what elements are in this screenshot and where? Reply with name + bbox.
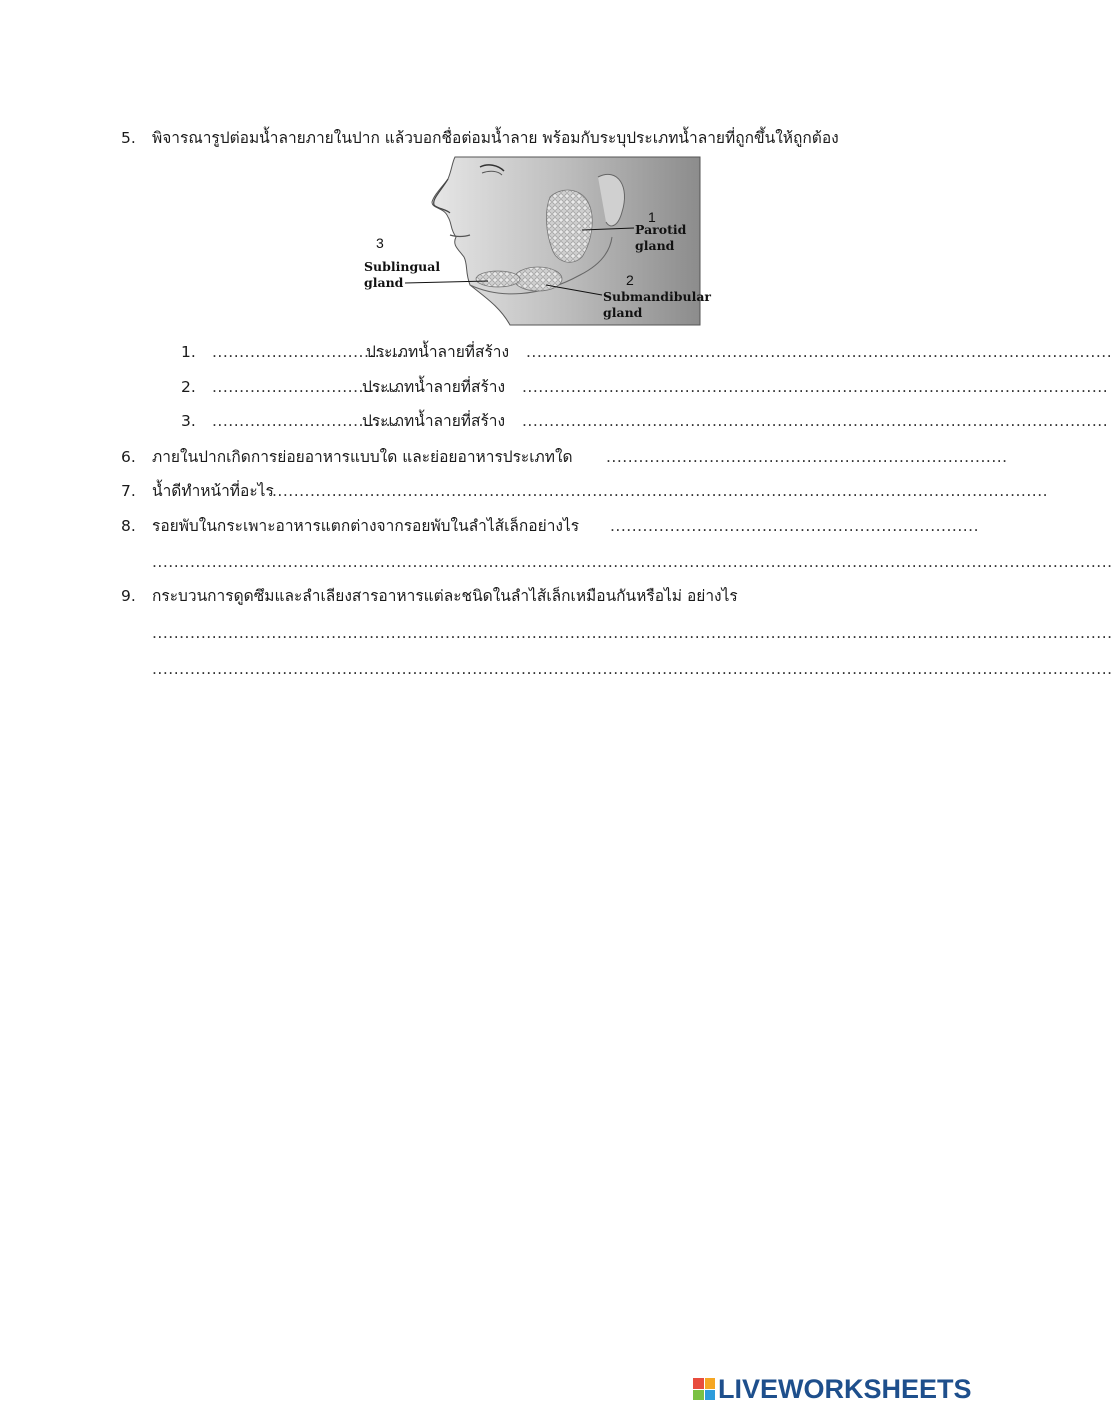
logo-grid-icon — [693, 1378, 715, 1400]
sublingual-label-line2: gland — [364, 275, 404, 290]
item-label: ประเภทน้ำลายที่สร้าง — [362, 378, 506, 396]
logo-text: LIVEWORKSHEETS — [718, 1373, 972, 1404]
parotid-label-line2: gland — [635, 238, 675, 253]
question-number: 8. — [121, 517, 136, 535]
answer-blank-line2[interactable]: ................................................................................................................................................................................. — [152, 660, 1113, 678]
saliva-type-blank[interactable]: ............................................................................................................ — [522, 412, 1109, 430]
submandibular-label-line2: gland — [603, 305, 643, 320]
answer-blank[interactable]: ............................................................................................................................................... — [272, 482, 1049, 500]
question-text: ภายในปากเกิดการย่อยอาหารแบบใด และย่อยอาหารประเภทใด — [152, 448, 573, 466]
salivary-gland-figure — [360, 157, 712, 325]
liveworksheets-logo — [693, 1373, 972, 1405]
answer-blank[interactable]: .................................................................... — [610, 517, 980, 535]
item-label: ประเภทน้ำลายที่สร้าง — [362, 412, 506, 430]
question-text: น้ำดีทำหน้าที่อะไร — [152, 482, 274, 500]
question-number: 7. — [121, 482, 136, 500]
answer-blank-line1[interactable]: ................................................................................................................................................................................. — [152, 624, 1113, 642]
item-label: ประเภทน้ำลายที่สร้าง — [366, 343, 510, 361]
sublingual-number: 3 — [376, 235, 384, 251]
question-text: รอยพับในกระเพาะอาหารแตกต่างจากรอยพับในลำไส้เล็กอย่างไร — [152, 517, 580, 535]
parotid-label-line1: Parotid — [635, 222, 687, 237]
submandibular-number: 2 — [626, 272, 634, 288]
item-number: 1. — [181, 343, 196, 361]
gland-name-blank[interactable]: ................................... — [212, 412, 402, 430]
answer-blank-line2[interactable]: ................................................................................................................................................................................. — [152, 553, 1113, 571]
question-number: 6. — [121, 448, 136, 466]
gland-name-blank[interactable]: ................................... — [212, 378, 402, 396]
gland-name-blank[interactable]: .................................... — [212, 343, 408, 361]
question-text: กระบวนการดูดซึมและลำเลียงสารอาหารแต่ละชนิดในลำไส้เล็กเหมือนกันหรือไม่ อย่างไร — [152, 587, 738, 605]
item-number: 2. — [181, 378, 196, 396]
parotid-number: 1 — [648, 209, 656, 225]
saliva-type-blank[interactable]: ............................................................................................................ — [526, 343, 1113, 361]
item-number: 3. — [181, 412, 196, 430]
sublingual-label-line1: Sublingual — [364, 259, 441, 274]
saliva-type-blank[interactable]: ............................................................................................................ — [522, 378, 1109, 396]
question-number: 5. — [121, 129, 136, 147]
question-number: 9. — [121, 587, 136, 605]
question-text: พิจารณารูปต่อมน้ำลายภายในปาก แล้วบอกชื่อต่อมน้ำลาย พร้อมกับระบุประเภทน้ำลายที่ถูกขึ้นให้ถูกต้อง — [152, 129, 839, 147]
answer-blank[interactable]: .......................................................................... — [606, 448, 1008, 466]
submandibular-label-line1: Submandibular — [603, 289, 712, 304]
